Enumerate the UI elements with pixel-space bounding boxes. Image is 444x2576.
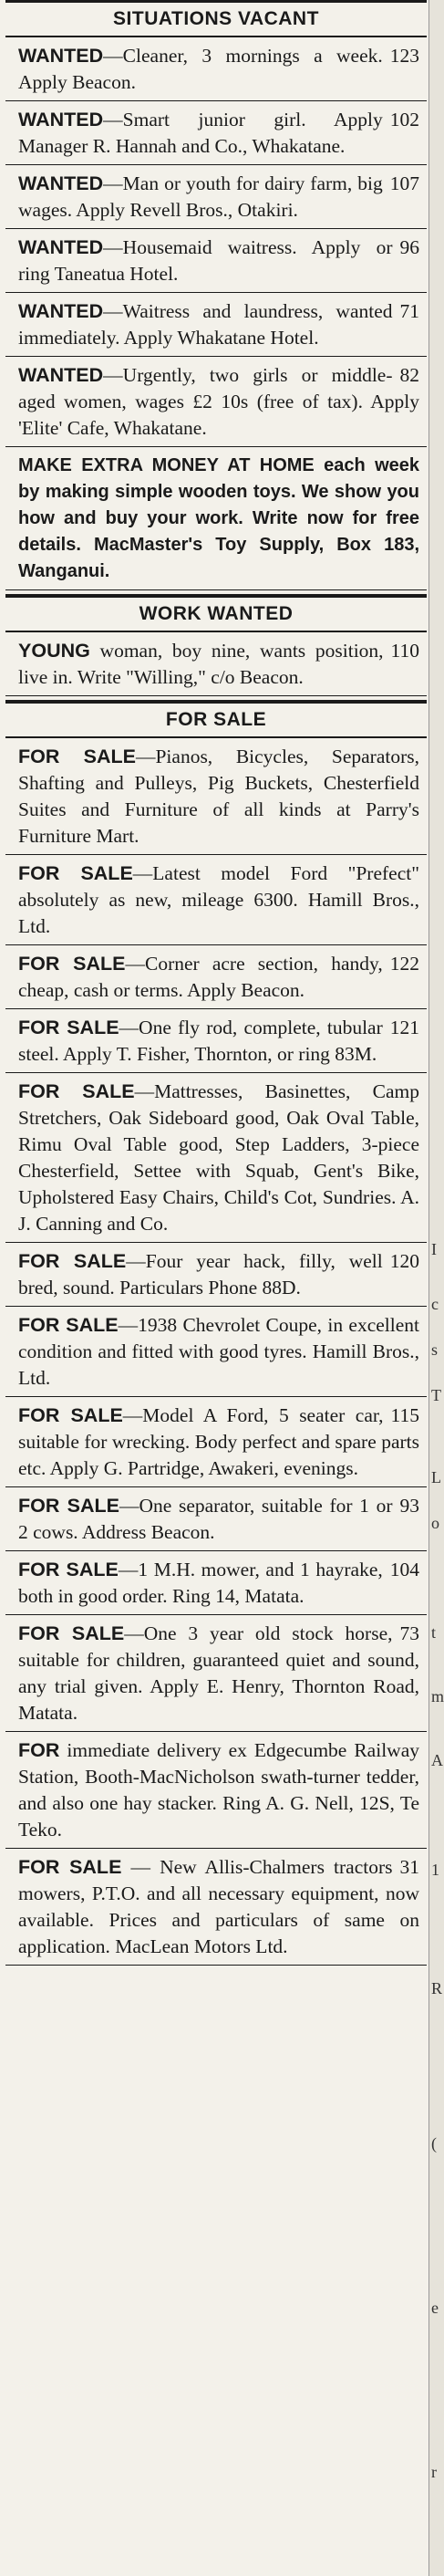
- work-wanted-list: [5, 632, 427, 696]
- ad-lead: FOR SALE: [18, 1559, 119, 1580]
- ad-lead: FOR SALE: [18, 1314, 119, 1336]
- ad-for-sale-mower: [5, 1551, 427, 1615]
- ad-ref: 102: [389, 109, 419, 130]
- ad-wanted-junior-girl: [5, 101, 427, 165]
- ad-for-sale-section: [5, 945, 427, 1009]
- margin-fragment: t: [431, 1623, 437, 1642]
- ad-body: —Cleaner, 3 mornings a week. Apply Beacon.: [18, 45, 383, 93]
- ad-ref: 71: [399, 300, 419, 322]
- ad-lead: FOR SALE: [18, 1250, 127, 1272]
- ad-for-sale-pianos: [5, 738, 427, 855]
- ad-lead: FOR SALE: [18, 746, 136, 767]
- ad-body: —Latest model Ford "Prefect" absolutely as new, mileage 6300. Hamill Bros., Ltd.: [18, 862, 419, 937]
- ad-body: —Model A Ford, 5 seater car, suitable for wrecking. Body perfect and spare parts etc. Apply G. Partridge, Awakeri, evenings.: [18, 1404, 419, 1479]
- ad-ref: 82: [399, 364, 419, 386]
- ad-for-sale-model-a-ford: [5, 1397, 427, 1487]
- ad-body: woman, boy nine, wants position, live in. Write "Willing," c/o Beacon.: [18, 640, 384, 688]
- ad-body: —Waitress and laundress, wanted immediately. Apply Whakatane Hotel.: [18, 300, 393, 349]
- ad-body: each week by making simple wooden toys. We show you how and buy your work. Write now for free details. MacMaster's Toy Supply, Box 183, Wanganui.: [18, 455, 419, 581]
- ad-ref: 122: [389, 953, 419, 975]
- ad-wanted-cleaner: [5, 37, 427, 101]
- ad-body: —Smart junior girl. Apply Manager R. Hannah and Co., Whakatane.: [18, 109, 383, 157]
- margin-fragment: r: [431, 2463, 437, 2481]
- ad-for-sale-fly-rod: [5, 1009, 427, 1073]
- section-heading-for-sale: FOR SALE: [5, 704, 427, 738]
- ad-lead: FOR SALE: [18, 1017, 119, 1038]
- ad-body: —One 3 year old stock horse, suitable for children, guaranteed quiet and sound, any trial given. Apply E. Henry, Thornton Road, Matata.: [18, 1622, 419, 1724]
- ad-wanted-housemaid: [5, 229, 427, 293]
- ad-body: —Pianos, Bicycles, Separators, Shafting and Pulleys, Pig Buckets, Chesterfield Suites and Furniture of all kinds at Parry's Furniture Mart.: [18, 746, 419, 847]
- ad-body: —Four year hack, filly, well bred, sound. Particulars Phone 88D.: [18, 1250, 383, 1298]
- for-sale-list: [5, 738, 427, 1966]
- ad-for-sale-chevrolet: [5, 1307, 427, 1397]
- ad-lead: FOR SALE: [18, 1404, 123, 1426]
- ad-extra-money: [5, 447, 427, 590]
- ad-lead: FOR: [18, 1739, 60, 1761]
- ad-for-sale-stock-horse: [5, 1615, 427, 1732]
- margin-fragment: R: [431, 1979, 443, 1997]
- margin-fragment: A: [431, 1751, 443, 1769]
- ad-body: —1 M.H. mower, and 1 hayrake, both in good order. Ring 14, Matata.: [18, 1559, 383, 1607]
- section-heading-work-wanted: WORK WANTED: [5, 598, 427, 632]
- margin-fragment: c: [431, 1295, 439, 1313]
- ad-lead: WANTED: [18, 236, 104, 258]
- section-heading-situations-vacant: SITUATIONS VACANT: [5, 0, 427, 37]
- ad-lead: FOR SALE: [18, 953, 126, 975]
- ad-lead: WANTED: [18, 109, 104, 130]
- ad-lead: WANTED: [18, 300, 104, 322]
- margin-fragment: m: [431, 1687, 444, 1705]
- ad-ref: 107: [389, 172, 419, 194]
- ad-lead: MAKE EXTRA MONEY AT HOME: [18, 455, 315, 475]
- margin-fragment: I: [431, 1240, 437, 1258]
- adjacent-column-edge: [429, 0, 444, 2576]
- ad-lead: FOR SALE: [18, 862, 133, 884]
- ad-for-sale-ford-prefect: [5, 855, 427, 945]
- ad-lead: WANTED: [18, 45, 104, 67]
- ad-lead: FOR SALE: [18, 1622, 125, 1644]
- ad-body: —Housemaid waitress. Apply or ring Taneatua Hotel.: [18, 236, 393, 285]
- ad-lead: WANTED: [18, 172, 104, 194]
- margin-fragment: e: [431, 2299, 439, 2317]
- ad-body: —Corner acre section, handy, cheap, cash or terms. Apply Beacon.: [18, 953, 383, 1001]
- margin-fragment: T: [431, 1386, 441, 1404]
- ad-ref: 93: [399, 1495, 419, 1517]
- ad-ref: 104: [389, 1559, 419, 1580]
- ad-ref: 96: [399, 236, 419, 258]
- ad-ref: 115: [390, 1404, 419, 1426]
- margin-fragment: (: [431, 2134, 437, 2153]
- ad-lead: FOR SALE: [18, 1495, 119, 1517]
- ad-wanted-waitress: [5, 293, 427, 357]
- ad-body: —Urgently, two girls or middle-aged women, wages £2 10s (free of tax). Apply 'Elite' Cafe, Whakatane.: [18, 364, 419, 439]
- ad-lead: FOR SALE: [18, 1856, 122, 1878]
- ad-for-sale-allis-chalmers: [5, 1849, 427, 1966]
- situations-vacant-list: [5, 37, 427, 590]
- ad-ref: 121: [389, 1017, 419, 1038]
- ad-ref: 110: [390, 640, 419, 662]
- margin-fragment: o: [431, 1514, 439, 1532]
- ad-body: —1938 Chevrolet Coupe, in excellent condition and fitted with good tyres. Hamill Bros., Ltd.: [18, 1314, 419, 1389]
- ad-body: —Man or youth for dairy farm, big wages. Apply Revell Bros., Otakiri.: [18, 172, 383, 221]
- ad-ref: 73: [399, 1622, 419, 1644]
- ad-lead: FOR SALE: [18, 1080, 135, 1102]
- ad-body: —Mattresses, Basinettes, Camp Stretchers, Oak Sideboard good, Oak Oval Table, Rimu Oval Table good, Step Ladders, 3-piece Chesterfield, Settee with Squab, Gent's Bike, Upholstered Easy Chairs, Child's Cot, Sundries. A. J. Canning and Co.: [18, 1080, 419, 1235]
- ad-ref: 123: [389, 45, 419, 67]
- margin-fragment: L: [431, 1468, 441, 1486]
- ad-for-sale-separator: [5, 1487, 427, 1551]
- margin-fragment: s: [431, 1340, 439, 1359]
- ad-lead: WANTED: [18, 364, 104, 386]
- ad-body: immediate delivery ex Edgecumbe Railway Station, Booth-MacNicholson swath-turner tedder, and also one hay stacker. Ring A. G. Nell, 12S, Te Teko.: [18, 1739, 419, 1841]
- ad-for-sale-mattresses: [5, 1073, 427, 1243]
- ad-wanted-girls-women: [5, 357, 427, 447]
- ad-for-sale-hack-filly: [5, 1243, 427, 1307]
- ad-young-woman: [5, 632, 427, 696]
- classified-column: [5, 0, 427, 1966]
- ad-ref: 31: [399, 1856, 419, 1878]
- ad-ref: 120: [389, 1250, 419, 1272]
- margin-fragment: 1: [431, 1861, 439, 1879]
- ad-for-immediate-delivery: [5, 1732, 427, 1849]
- ad-body: —One separator, suitable for 1 or 2 cows. Address Beacon.: [18, 1495, 393, 1543]
- ad-body: —One fly rod, complete, tubular steel. Apply T. Fisher, Thornton, or ring 83M.: [18, 1017, 383, 1065]
- ad-lead: YOUNG: [18, 640, 90, 662]
- ad-wanted-dairy-farm: [5, 165, 427, 229]
- ad-body: — New Allis-Chalmers tractors mowers, P.T.O. and all necessary equipment, now available. Prices and particulars of same on application. MacLean Motors Ltd.: [18, 1856, 419, 1957]
